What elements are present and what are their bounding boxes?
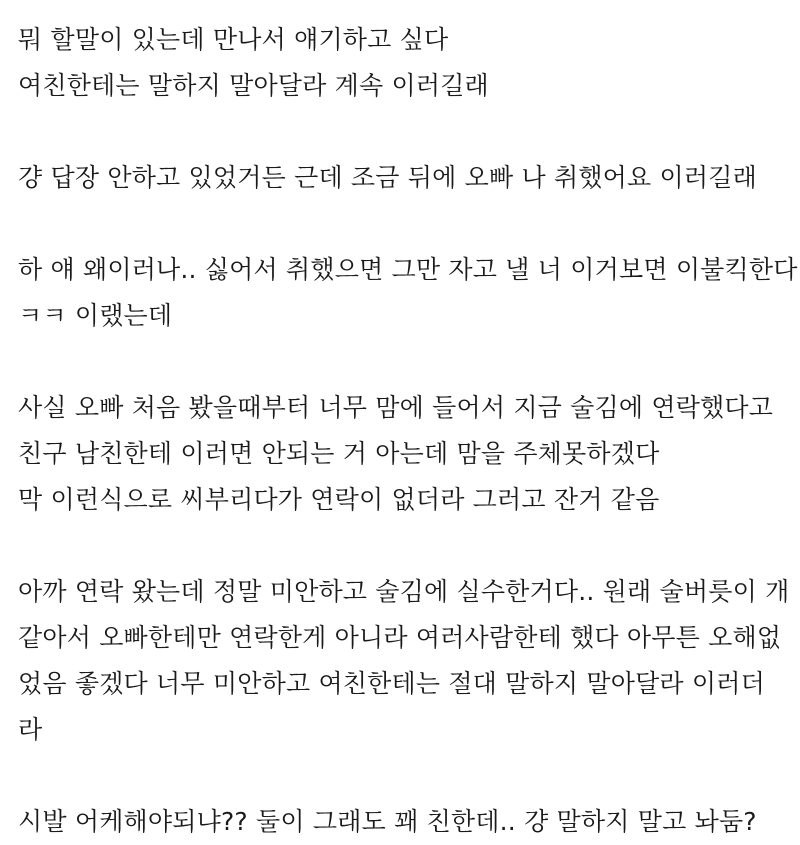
blank-line <box>18 201 788 247</box>
text-line: 여친한테는 말하지 말아달라 계속 이러길래 <box>18 71 489 100</box>
text-line: 걍 답장 안하고 있었거든 근데 조금 뒤에 오빠 나 취했어요 이러길래 <box>18 163 757 192</box>
text-line: 하 얘 왜이러나.. 싫어서 취했으면 그만 자고 낼 너 이거보면 이불킥한다 <box>18 255 798 284</box>
text-line: 시발 어케해야되냐?? 둘이 그래도 꽤 친한데.. 걍 말하지 말고 놔둠? <box>18 807 757 836</box>
text-line: ㅋㅋ 이랬는데 <box>18 301 173 330</box>
blank-line <box>18 109 788 155</box>
text-line: 었음 좋겠다 너무 미안하고 여친한테는 절대 말하지 말아달라 이러더 <box>18 669 765 698</box>
text-line: 친구 남친한테 이러면 안되는 거 아는데 맘을 주체못하겠다 <box>18 439 660 468</box>
text-line: 아까 연락 왔는데 정말 미안하고 술김에 실수한거다.. 원래 술버릇이 개 <box>18 577 790 606</box>
post-body <box>18 17 798 845</box>
blank-line <box>18 339 788 385</box>
blank-line <box>18 753 788 799</box>
text-line: 막 이런식으로 씨부리다가 연락이 없더라 그러고 잔거 같음 <box>18 485 660 514</box>
text-line: 라 <box>18 715 43 744</box>
text-line: 사실 오빠 처음 봤을때부터 너무 맘에 들어서 지금 술김에 연락했다고 <box>18 393 774 422</box>
text-line: 같아서 오빠한테만 연락한게 아니라 여러사람한테 했다 아무튼 오해없 <box>18 623 782 652</box>
text-line: 뭐 할말이 있는데 만나서 얘기하고 싶다 <box>18 25 449 54</box>
blank-line <box>18 523 788 569</box>
